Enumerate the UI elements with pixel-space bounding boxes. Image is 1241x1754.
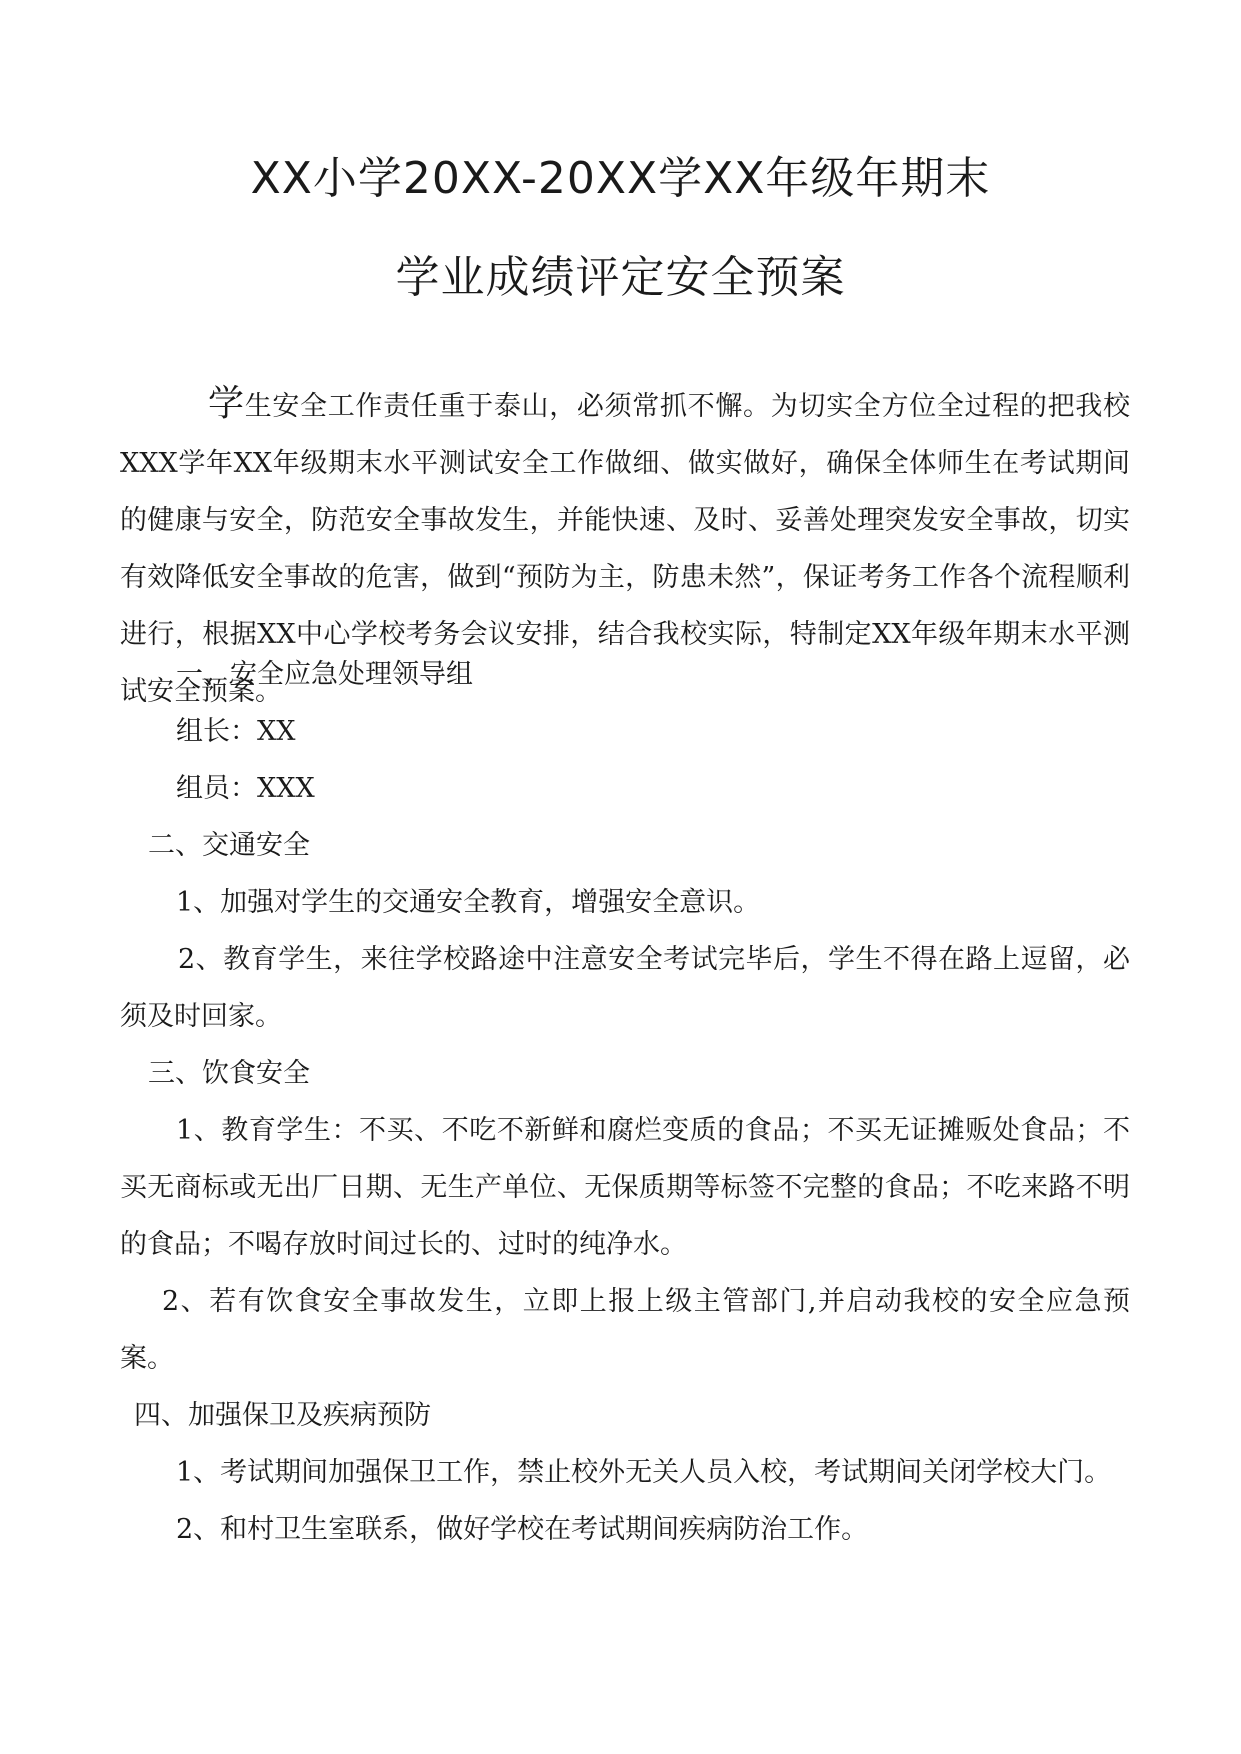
intro-text: 生安全工作责任重于泰山，必须常抓不懈。为切实全方位全过程的把我校XXX学年XX年级期末水平测试安全工作做细、做实做好，确保全体师生在考试期间的健康与安全，防范安全事故发生，并能快速、及时、妥善处理突发安全事故，切实有效降低安全事故的危害，做到“预防为主，防患未然”，保证考务工作各个流程顺利进行，根据XX中心学校考务会议安排，结合我校实际，特制定XX年级年期末水平测试安全预案。 bbox=[120, 391, 1130, 707]
section4-item2: 2、和村卫生室联系，做好学校在考试期间疾病防治工作。 bbox=[176, 1514, 869, 1545]
section4-item1: 1、考试期间加强保卫工作，禁止校外无关人员入校，考试期间关闭学校大门。 bbox=[176, 1457, 1112, 1488]
section3-item2: 2、若有饮食安全事故发生，立即上报上级主管部门,并启动我校的安全应急预案。 bbox=[120, 1286, 1130, 1374]
section2-heading: 二、交通安全 bbox=[148, 830, 310, 861]
section1-heading: 一、安全应急处理领导组 bbox=[176, 659, 473, 690]
section3-item1: 1、教育学生：不买、不吃不新鲜和腐烂变质的食品；不买无证摊贩处食品；不买无商标或无出厂日期、无生产单位、无保质期等标签不完整的食品；不吃来路不明的食品；不喝存放时间过长的、过时的纯净水。 bbox=[120, 1115, 1130, 1260]
section2-item2: 2、教育学生，来往学校路途中注意安全考试完毕后，学生不得在路上逗留，必须及时回家。 bbox=[120, 944, 1130, 1032]
section1-members: 组员：XXX bbox=[176, 773, 315, 804]
section1-leader: 组长：XX bbox=[176, 716, 296, 747]
section3-heading: 三、饮食安全 bbox=[148, 1058, 310, 1089]
document-title-line1: XX小学20XX-20XX学XX年级年期末 bbox=[250, 153, 991, 204]
section2-item1: 1、加强对学生的交通安全教育，增强安全意识。 bbox=[176, 887, 761, 918]
section4-heading: 四、加强保卫及疾病预防 bbox=[134, 1400, 431, 1431]
intro-first-char: 学 bbox=[208, 383, 245, 424]
document-title-line2: 学业成绩评定安全预案 bbox=[395, 252, 846, 303]
